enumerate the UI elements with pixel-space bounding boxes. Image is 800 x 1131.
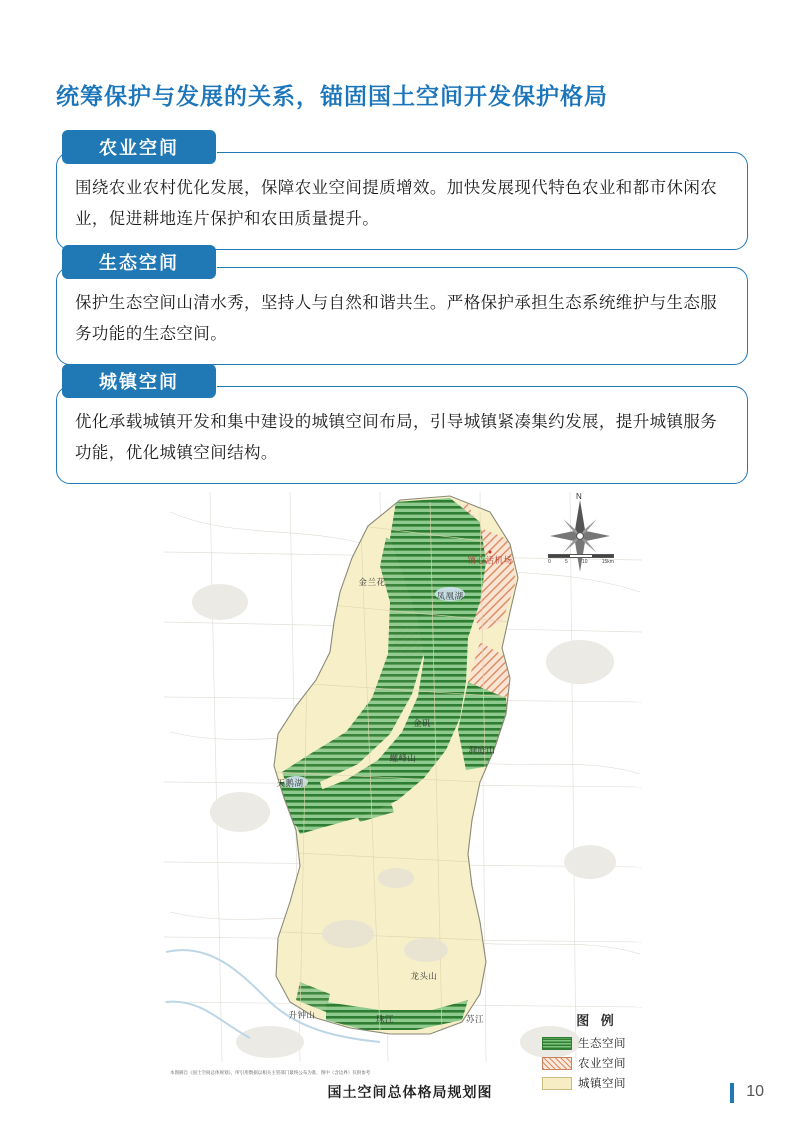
scale-bar-ticks [548,559,614,565]
scale-tick-3: 15km [601,559,614,565]
legend-label-ecology: 生态空间 [578,1038,626,1050]
section-body-ecology [56,267,748,365]
section-urban-space [56,364,748,484]
map-label-airport: 铺心活机场 [467,555,513,565]
compass-north-label: N [576,492,582,501]
map-label-tianehu: 天鹅湖 [276,778,304,788]
section-body-urban [56,386,748,484]
map-label-shengzhongshan: 升钟山 [288,1010,316,1020]
legend-label-agriculture: 农业空间 [578,1058,626,1070]
map-label-zhujiang: 珠江 [375,1014,395,1024]
section-text-ecology: 保护生态空间山清水秀，坚持人与自然和谐共生。严格保护承担生态系统维护与生态服务功能的生态空间。 [75,294,718,343]
map-label-longtoushan: 龙头山 [410,971,438,981]
legend-item-agriculture [542,1055,652,1071]
section-tab-ecology: 生态空间 [62,245,216,279]
map-scale-bar [548,554,614,565]
scale-bar-blocks [548,554,614,558]
map-figure [150,482,670,1107]
section-text-urban: 优化承载城镇开发和集中建设的城镇空间布局，引导城镇紧凑集约发展，提升城镇服务功能，优化城镇空间结构。 [75,413,718,462]
page-number: 10 [746,1083,764,1100]
section-ecology-space [56,245,748,365]
scale-tick-1: 5 [564,559,568,565]
scale-tick-2: 10 [581,559,588,565]
map-label-sujiang: 苏江 [465,1014,485,1024]
section-tab-urban: 城镇空间 [62,364,216,398]
legend-swatch-agriculture [542,1057,572,1070]
map-label-dongtingshan: 洞庭山 [468,745,496,755]
legend-swatch-ecology [542,1037,572,1050]
map-label-fenghuanghu: 凤凰湖 [436,591,464,601]
section-body-agriculture [56,152,748,250]
map-caption: 国土空间总体格局规划图 [327,1084,493,1100]
page-number-accent-bar [730,1083,734,1103]
legend-label-urban: 城镇空间 [578,1078,626,1090]
page-title: 统筹保护与发展的关系，锚固国土空间开发保护格局 [56,83,608,109]
scale-tick-0: 0 [548,559,551,565]
map-label-luofengshan: 螺峰山 [389,753,417,763]
section-tab-agriculture: 农业空间 [62,130,216,164]
legend-title: 图 例 [576,1013,618,1028]
map-label-jinlanhua: 金兰花 [358,577,386,587]
section-agriculture-space [56,130,748,250]
map-label-jinji: 金矶 [412,718,432,728]
section-text-agriculture: 围绕农业农村优化发展，保障农业空间提质增效。加快发展现代特色农业和都市休闲农业，促进耕地连片保护和农田质量提升。 [75,179,718,228]
map-source-note: 本图摘自《国土空间总体规划》，所引用数据以相关主管部门最终公布为准，图中（含边界）仅供参考 [170,1070,371,1075]
legend-item-ecology [542,1035,652,1051]
